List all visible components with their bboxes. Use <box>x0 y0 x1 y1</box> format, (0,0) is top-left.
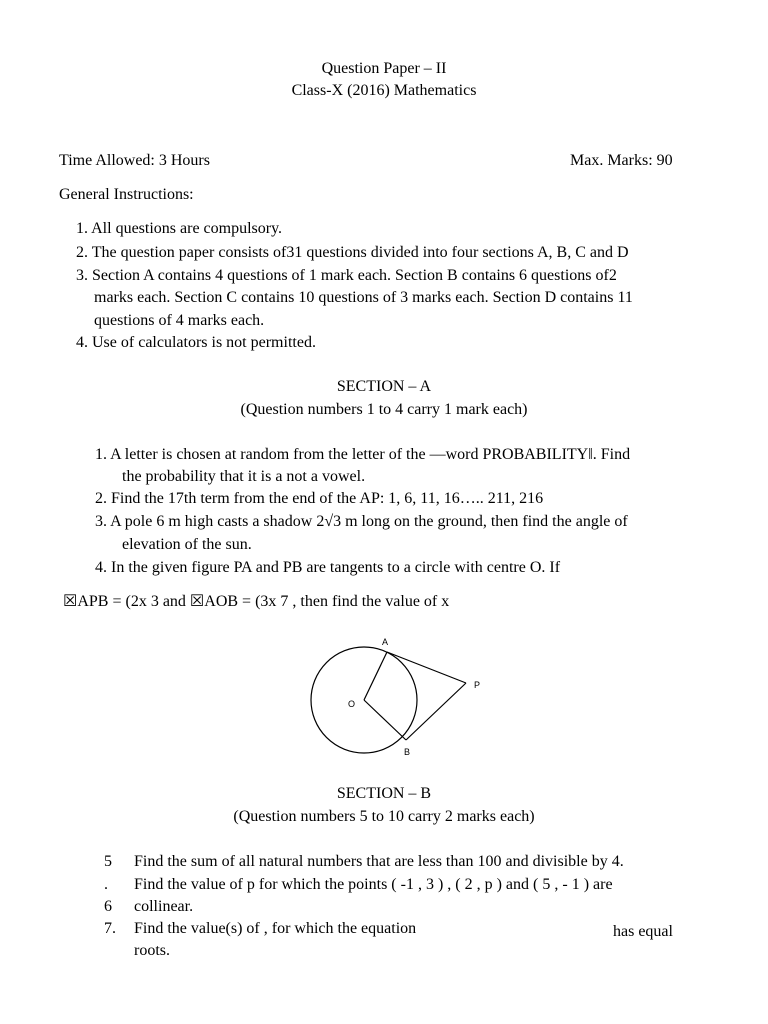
instruction-item: 3. Section A contains 4 questions of 1 mark each. Section B contains 6 questions of2 <box>76 267 617 284</box>
instruction-item: 1. All questions are compulsory. <box>76 220 283 237</box>
question-number: 6 <box>104 898 112 915</box>
tangent-pb <box>406 683 466 740</box>
question-line: Find the value of p for which the points ( -1 , 3 ) , ( 2 , p ) and ( 5 , - 1 ) are <box>134 876 613 893</box>
section-a-title: SECTION – A <box>336 378 432 395</box>
instruction-item: 4. Use of calculators is not permitted. <box>76 334 316 351</box>
question-line: elevation of the sun. <box>122 536 252 553</box>
time-allowed: Time Allowed: 3 Hours <box>59 152 210 169</box>
paper-subtitle: Class-X (2016) Mathematics <box>291 82 477 99</box>
question-number: 7. <box>104 920 116 937</box>
tangent-figure <box>300 632 500 772</box>
label-o: O <box>348 699 356 709</box>
section-a-note: (Question numbers 1 to 4 carry 1 mark each) <box>240 401 528 418</box>
question-line: the probability that it is a not a vowel. <box>122 468 366 485</box>
question-line-trailing: has equal <box>613 923 673 940</box>
instruction-item: 2. The question paper consists of31 questions divided into four sections A, B, C and D <box>76 244 629 261</box>
radius-ob <box>364 700 406 740</box>
question-line: ☒APB = (2x 3 and ☒AOB = (3x 7 , then find the value of x <box>63 593 450 610</box>
question-line: 1. A letter is chosen at random from the letter of the ―word PROBABILITY‖. Find <box>95 446 631 463</box>
max-marks: Max. Marks: 90 <box>570 152 673 169</box>
question-line: Find the value(s) of , for which the equation <box>134 920 417 937</box>
radius-oa <box>364 652 387 700</box>
question-number: . <box>104 876 108 893</box>
question-number: 5 <box>104 853 112 870</box>
tangent-pa <box>387 652 466 683</box>
label-p: P <box>474 680 481 690</box>
question-line: Find the sum of all natural numbers that are less than 100 and divisible by 4. <box>134 853 624 870</box>
label-a: A <box>382 637 389 647</box>
question-line: 4. In the given figure PA and PB are tangents to a circle with centre O. If <box>95 559 561 576</box>
section-b-title: SECTION – B <box>336 785 432 802</box>
question-line: collinear. <box>134 898 194 915</box>
instruction-item: marks each. Section C contains 10 questions of 3 marks each. Section D contains 11 <box>94 289 633 306</box>
instruction-item: questions of 4 marks each. <box>94 312 265 329</box>
question-line: 2. Find the 17th term from the end of the AP: 1, 6, 11, 16….. 211, 216 <box>95 490 544 507</box>
label-b: B <box>404 747 411 757</box>
question-line: 3. A pole 6 m high casts a shadow 2√3 m long on the ground, then find the angle of <box>95 513 628 530</box>
question-line: roots. <box>134 942 170 959</box>
instructions-heading: General Instructions: <box>59 186 194 203</box>
paper-title: Question Paper – II <box>321 60 447 77</box>
section-b-note: (Question numbers 5 to 10 carry 2 marks each) <box>233 808 535 825</box>
